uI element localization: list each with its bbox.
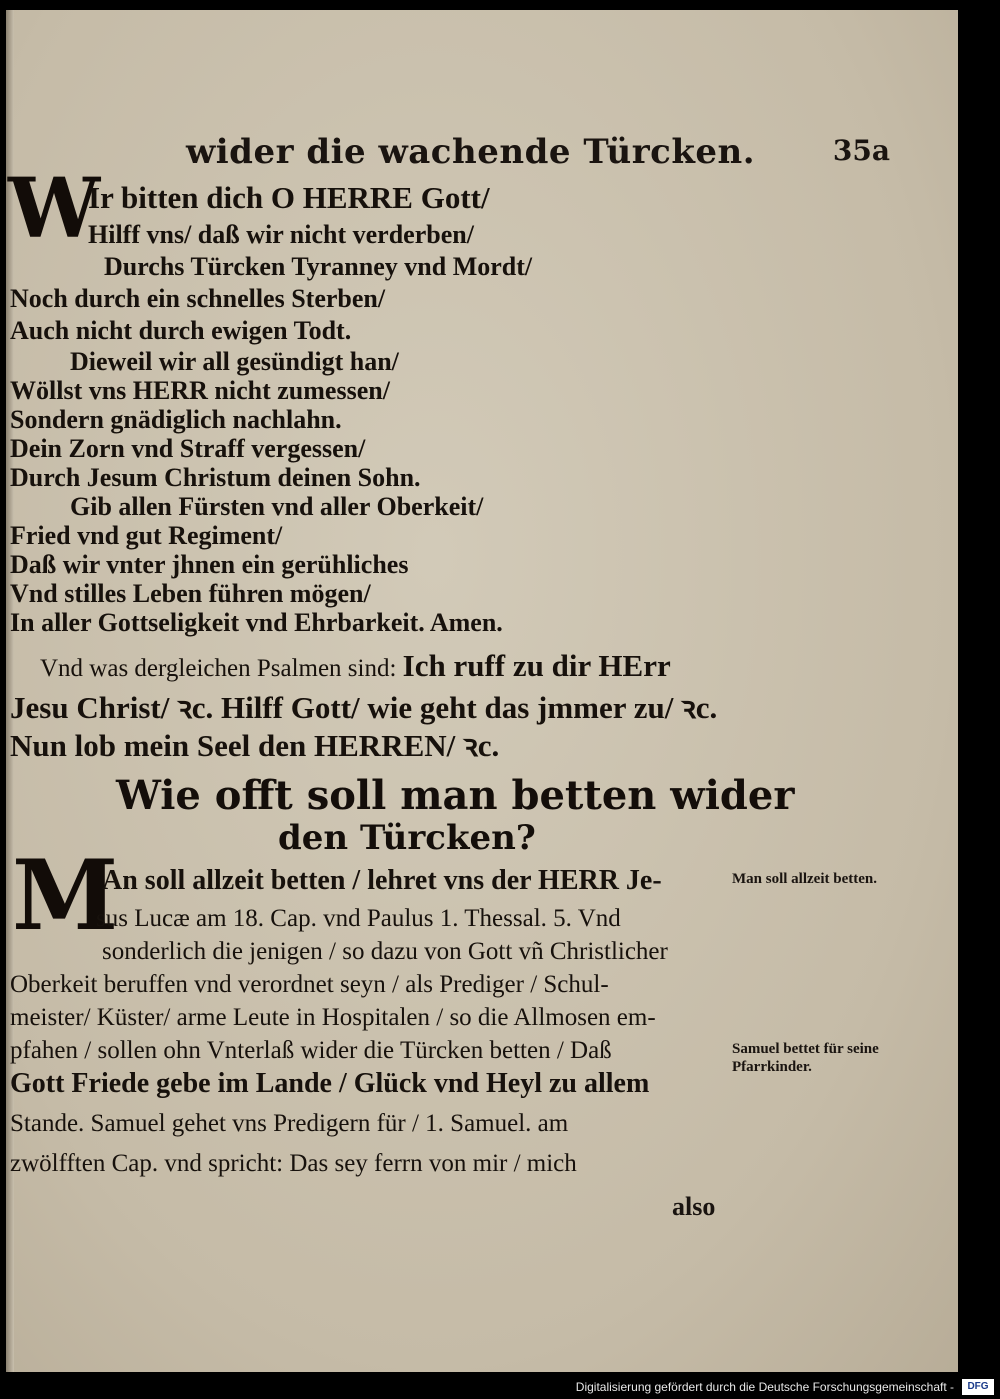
prayer-line: Sondern gnädiglich nachlahn. bbox=[10, 405, 342, 434]
paragraph-line: pfahen / sollen ohn Vnterlaß wider die Türcken betten / Daß bbox=[10, 1037, 612, 1064]
prayer-line: Durchs Türcken Tyranney vnd Mordt/ bbox=[104, 252, 533, 281]
prayer-line: Dieweil wir all gesündigt han/ bbox=[70, 347, 399, 376]
psalms-line: Nun lob mein Seel den HERREN/ ꝛc. bbox=[10, 728, 500, 763]
psalms-line: Jesu Christ/ ꝛc. Hilff Gott/ wie geht das jmmer zu/ ꝛc. bbox=[10, 690, 718, 725]
paragraph-line: An soll allzeit betten / lehret vns der HERR Je- bbox=[102, 865, 662, 896]
paragraph-line: Stande. Samuel gehet vns Predigern für / 1. Samuel. am bbox=[10, 1110, 569, 1137]
prayer-line: Noch durch ein schnelles Sterben/ bbox=[10, 284, 386, 313]
page-header bbox=[186, 132, 898, 182]
paragraph-line: sus Lucæ am 18. Cap. vnd Paulus 1. Thessal. 5. Vnd bbox=[96, 905, 621, 932]
prayer-line: Durch Jesum Christum deinen Sohn. bbox=[10, 463, 421, 492]
catchword: also bbox=[672, 1192, 716, 1221]
section-heading: Wie offt soll man betten wider bbox=[116, 772, 795, 819]
psalms-intro: Vnd was dergleichen Psalmen sind: bbox=[40, 655, 397, 682]
prayer-line: Fried vnd gut Regiment/ bbox=[10, 521, 283, 550]
prayer-line: Dein Zorn vnd Straff vergessen/ bbox=[10, 434, 366, 463]
prayer-line: Gib allen Fürsten vnd aller Oberkeit/ bbox=[70, 492, 484, 521]
paragraph-line: zwölfften Cap. vnd spricht: Das sey ferrn von mir / mich bbox=[10, 1150, 577, 1177]
prayer-line: Hilff vns/ daß wir nicht verderben/ bbox=[88, 220, 474, 249]
paragraph-line: meister/ Küster/ arme Leute in Hospitalen / so die Allmosen em- bbox=[10, 1004, 656, 1031]
marginal-note: Man soll allzeit betten. bbox=[732, 871, 877, 887]
prayer-line: Daß wir vnter jhnen ein gerühliches bbox=[10, 550, 409, 579]
psalms-line bbox=[40, 648, 671, 684]
running-head: wider die wachende Türcken. bbox=[186, 132, 756, 172]
prayer-line: Wöllst vns HERR nicht zumessen/ bbox=[10, 376, 390, 405]
prayer-line: In aller Gottseligkeit vnd Ehrbarkeit. Amen. bbox=[10, 608, 503, 637]
footer-credit: Digitalisierung gefördert durch die Deutsche Forschungsgemeinschaft - bbox=[575, 1380, 954, 1394]
drop-cap-m: M bbox=[12, 839, 119, 952]
prayer-line: Auch nicht durch ewigen Todt. bbox=[10, 316, 352, 345]
prayer-line: Vnd stilles Leben führen mögen/ bbox=[10, 579, 371, 608]
prayer-line: Ir bitten dich O HERRE Gott/ bbox=[88, 180, 490, 215]
paragraph-line: sonderlich die jenigen / so dazu von Gott vñ Christlicher bbox=[102, 938, 668, 965]
dfg-logo-icon: DFG bbox=[962, 1379, 994, 1395]
psalm-title: Ich ruff zu dir HErr bbox=[402, 648, 671, 683]
digitization-footer bbox=[0, 1372, 1000, 1399]
page-number: 35a bbox=[832, 134, 890, 167]
marginal-note: Samuel bettet für seine Pfarrkinder. bbox=[732, 1041, 879, 1075]
book-page bbox=[6, 10, 958, 1372]
paragraph-line: Gott Friede gebe im Lande / Glück vnd Heyl zu allem bbox=[10, 1068, 650, 1099]
paragraph-line: Oberkeit beruffen vnd verordnet seyn / als Prediger / Schul- bbox=[10, 971, 609, 998]
section-heading: den Türcken? bbox=[278, 818, 536, 858]
drop-cap-w: W bbox=[8, 161, 101, 257]
